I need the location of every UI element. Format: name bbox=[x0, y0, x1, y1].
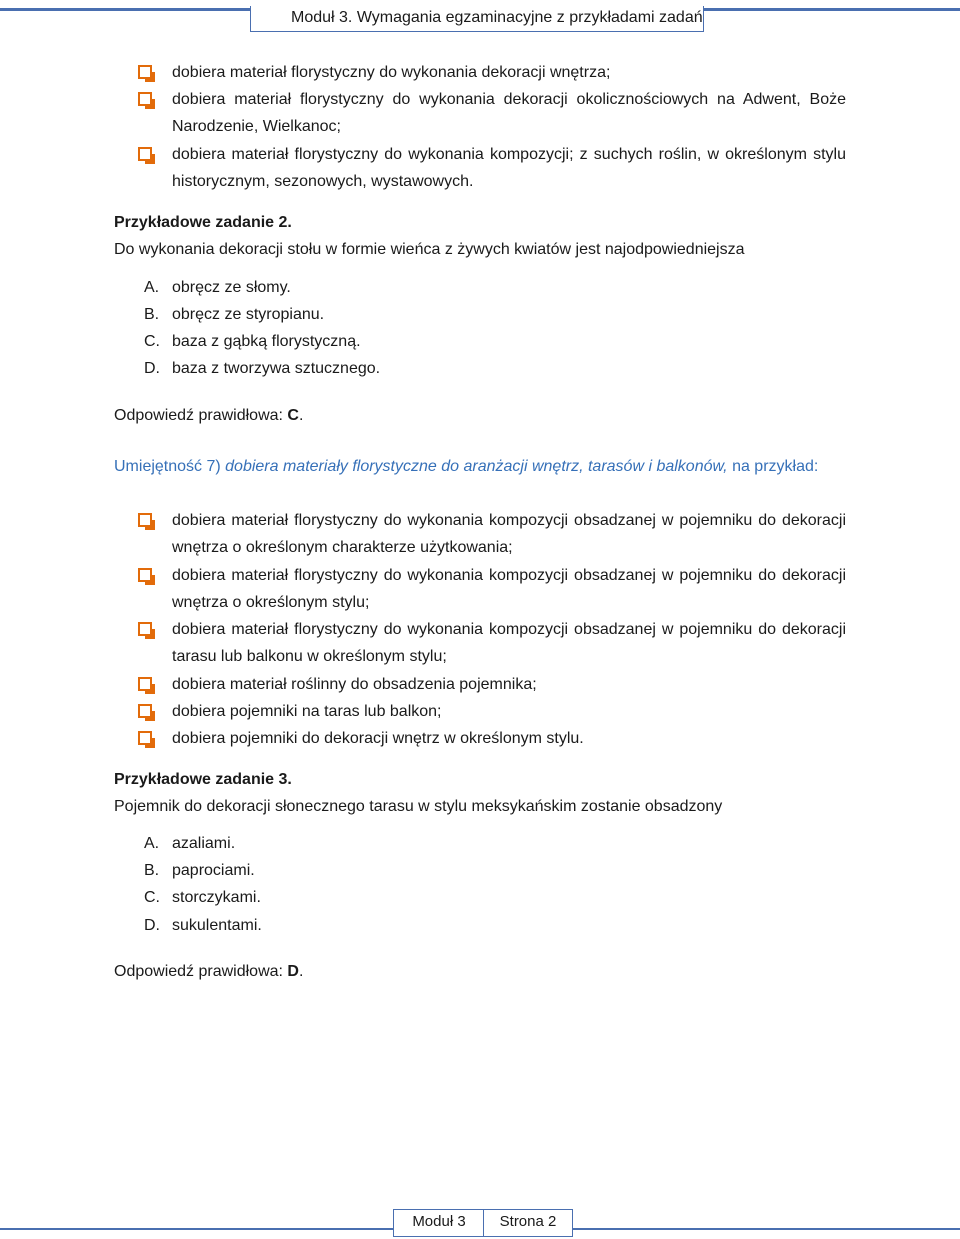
square-bullet-icon bbox=[138, 513, 152, 527]
list-item: dobiera pojemniki do dekoracji wnętrz w określonym stylu. bbox=[138, 725, 846, 752]
answer-option: C. storczykami. bbox=[144, 889, 261, 906]
answer-option: D. baza z tworzywa sztucznego. bbox=[144, 360, 381, 377]
square-bullet-icon bbox=[138, 92, 152, 106]
list-item: dobiera materiał florystyczny do wykonania kompozycji obsadzanej w pojemniku do dekoracji wnętrza o określonym charakterze użytkowania; bbox=[138, 507, 846, 561]
skill-heading: Umiejętność 7) dobiera materiały florystyczne do aranżacji wnętrz, tarasów i balkonów, na przykład: bbox=[114, 458, 819, 475]
list-item: dobiera materiał florystyczny do wykonania dekoracji okolicznościowych na Adwent, Boże Narodzenie, Wielkanoc; bbox=[138, 86, 846, 140]
footer-module: Moduł 3 bbox=[393, 1209, 485, 1237]
task-question: Do wykonania dekoracji stołu w formie wieńca z żywych kwiatów jest najodpowiedniejsza bbox=[114, 241, 745, 258]
correct-answer: Odpowiedź prawidłowa: D. bbox=[114, 963, 304, 980]
header-tab bbox=[250, 6, 704, 32]
list-item: dobiera materiał florystyczny do wykonania kompozycji obsadzanej w pojemniku do dekoracji wnętrza o określonym stylu; bbox=[138, 562, 846, 616]
answer-option: A. obręcz ze słomy. bbox=[144, 279, 291, 296]
square-bullet-icon bbox=[138, 704, 152, 718]
square-bullet-icon bbox=[138, 568, 152, 582]
square-bullet-icon bbox=[138, 147, 152, 161]
correct-answer: Odpowiedź prawidłowa: C. bbox=[114, 407, 304, 424]
list-item: dobiera materiał florystyczny do wykonania kompozycji; z suchych roślin, w określonym stylu historycznym, sezonowych, wystawowych. bbox=[138, 141, 846, 195]
list-item: dobiera materiał roślinny do obsadzenia pojemnika; bbox=[138, 671, 846, 698]
task-question: Pojemnik do dekoracji słonecznego tarasu w stylu meksykańskim zostanie obsadzony bbox=[114, 798, 723, 815]
square-bullet-icon bbox=[138, 731, 152, 745]
list-item: dobiera pojemniki na taras lub balkon; bbox=[138, 698, 846, 725]
list-item: dobiera materiał florystyczny do wykonania dekoracji wnętrza; bbox=[138, 59, 846, 86]
header-title: Moduł 3. Wymagania egzaminacyjne z przykładami zadań bbox=[291, 9, 703, 26]
answer-option: D. sukulentami. bbox=[144, 917, 262, 934]
footer-page-number: Strona 2 bbox=[483, 1209, 573, 1237]
list-item: dobiera materiał florystyczny do wykonania kompozycji obsadzanej w pojemniku do dekoracji tarasu lub balkonu w określonym stylu; bbox=[138, 616, 846, 670]
task-title: Przykładowe zadanie 3. bbox=[114, 771, 292, 788]
answer-option: B. obręcz ze styropianu. bbox=[144, 306, 325, 323]
answer-option: C. baza z gąbką florystyczną. bbox=[144, 333, 361, 350]
square-bullet-icon bbox=[138, 677, 152, 691]
task-title: Przykładowe zadanie 2. bbox=[114, 214, 292, 231]
square-bullet-icon bbox=[138, 65, 152, 79]
square-bullet-icon bbox=[138, 622, 152, 636]
answer-option: B. paprociami. bbox=[144, 862, 255, 879]
answer-option: A. azaliami. bbox=[144, 835, 236, 852]
